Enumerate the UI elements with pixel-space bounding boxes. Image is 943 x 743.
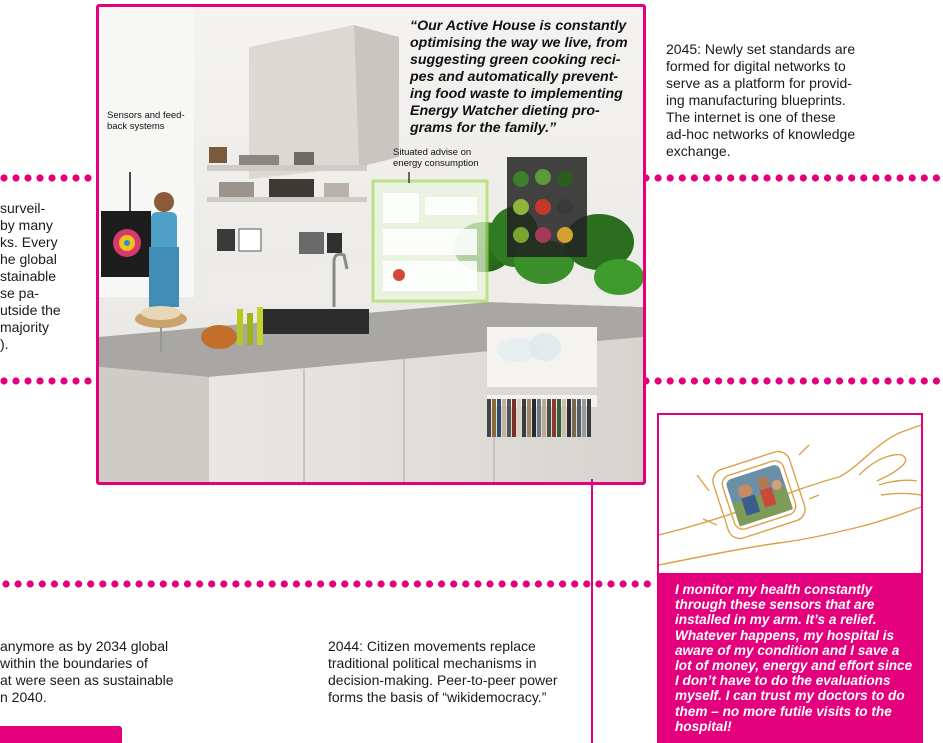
dotted-line-right-middle [640,376,943,386]
dotted-line-left-upper [0,173,92,183]
dotted-line-left-middle [0,376,92,386]
wrist-watch-icon [659,415,921,575]
timeline-entry-2045: 2045: Newly set standards are formed for digital networks to serve as a platform for provid- ing manufacturing blueprints. The internet is one of these ad-hoc networks of knowledge exchange. [666,41,856,159]
health-testimonial-box [657,573,923,743]
timeline-entry-2044: 2044: Citizen movements replace traditional political mechanisms in decision-making. Peer-to-peer power forms the basis of “wikidemocracy.” [328,638,558,705]
active-house-quote: “Our Active House is constantly optimising the way we live, from suggesting green cooking reci-pes and automatically prevent-ing food waste to implementing Energy Watcher dieting pro-grams for the family.” [410,18,628,136]
timeline-connector-line [591,479,593,743]
wrist-watch-illustration [657,413,923,577]
dotted-line-bottom [0,579,660,589]
dotted-line-right-upper [640,173,943,183]
pink-tab-marker [0,726,122,743]
health-testimonial-text: I monitor my health constantly through these sensors that are installed in my arm. It’s a relief. Whatever happens, my hospital is aware of my condition and I save a lot of money, energy and effort since I don’t have to do the evaluations myself. I can trust my doctors to do them – no more futile visits to the hospital! [675,582,913,734]
callout-energy-advise: Situated advise on energy consumption [393,147,479,169]
bottom-left-partial-text: anymore as by 2034 global within the boundaries of at were seen as sustainable n 2040. [0,638,174,705]
callout-sensors: Sensors and feed-back systems [107,110,185,132]
left-partial-text: surveil- by many ks. Every he global stainable se pa- utside the majority ). [0,200,61,352]
